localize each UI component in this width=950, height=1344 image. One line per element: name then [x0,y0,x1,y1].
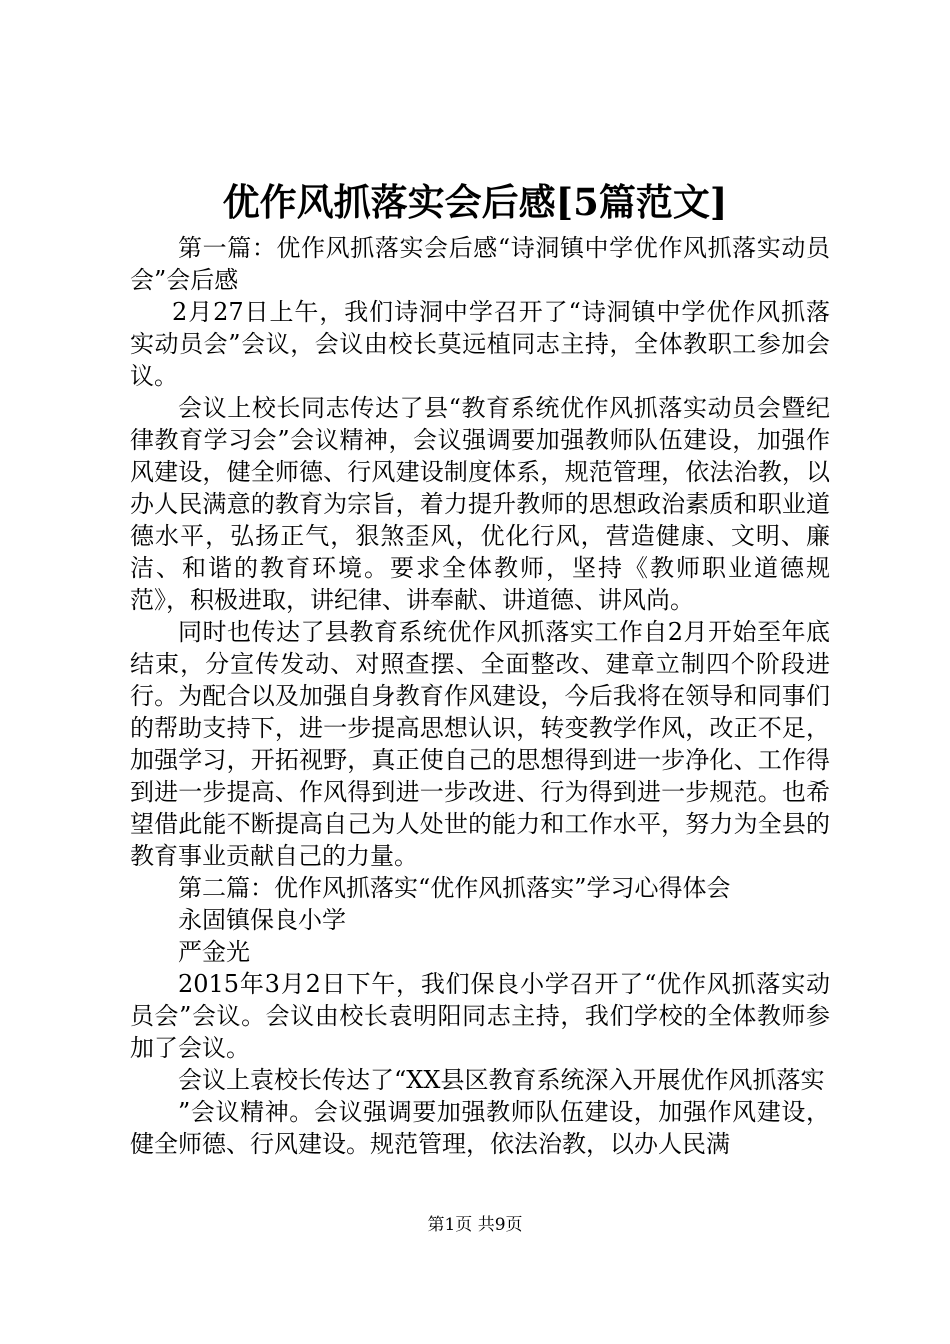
paragraph-school-name: 永固镇保良小学 [178,906,346,934]
paragraph-meeting-content: 会议上校长同志传达了县“教育系统优作风抓落实动员会暨纪律教育学习会”会议精神，会议强调要加强教师队伍建设，加强作风建设，健全师德、行风建设制度体系，规范管理，依法治教，以办人民满意的教育为宗旨，着力提升教师的思想政治素质和职业道德水平，弘扬正气，狠煞歪风，优化行风，营造健康、文明、廉洁、和谐的教育环境。要求全体教师，坚持《教师职业道德规范》，积极进取，讲纪律、讲奉献、讲道德、讲风尚。 [130,394,830,614]
paragraph-section1-heading: 第一篇：优作风抓落实会后感“诗洞镇中学优作风抓落实动员会”会后感 [130,234,830,294]
paragraph-section2-heading: 第二篇：优作风抓落实“优作风抓落实”学习心得体会 [178,874,731,902]
document-title: 优作风抓落实会后感[5篇范文] [222,180,728,224]
paragraph-meeting-date: 2015年3月2日下午，我们保良小学召开了“优作风抓落实动员会”会议。会议由校长袁明阳同志主持，我们学校的全体教师参加了会议。 [130,970,830,1062]
document-body [130,232,830,1160]
paragraph-author-name: 严金光 [178,938,250,966]
paragraph-meeting-intro: 2月27日上午，我们诗洞中学召开了“诗洞镇中学优作风抓落实动员会”会议，会议由校长莫远植同志主持，全体教职工参加会议。 [130,298,830,390]
paragraph-meeting-spirit: ”会议精神。会议强调要加强教师队伍建设，加强作风建设，健全师德、行风建设。规范管理，依法治教，以办人民满 [130,1098,830,1158]
page-footer: 第1页 共9页 [427,1215,523,1235]
paragraph-principal-speech: 会议上袁校长传达了“XX县区教育系统深入开展优作风抓落实 [178,1066,825,1094]
paragraph-work-plan: 同时也传达了县教育系统优作风抓落实工作自2月开始至年底结束，分宣传发动、对照查摆、全面整改、建章立制四个阶段进行。为配合以及加强自身教育作风建设，今后我将在领导和同事们的帮助支持下，进一步提高思想认识，转变教学作风，改正不足，加强学习，开拓视野，真正使自己的思想得到进一步净化、工作得到进一步提高、作风得到进一步改进、行为得到进一步规范。也希望借此能不断提高自己为人处世的能力和工作水平，努力为全县的教育事业贡献自己的力量。 [130,618,830,870]
